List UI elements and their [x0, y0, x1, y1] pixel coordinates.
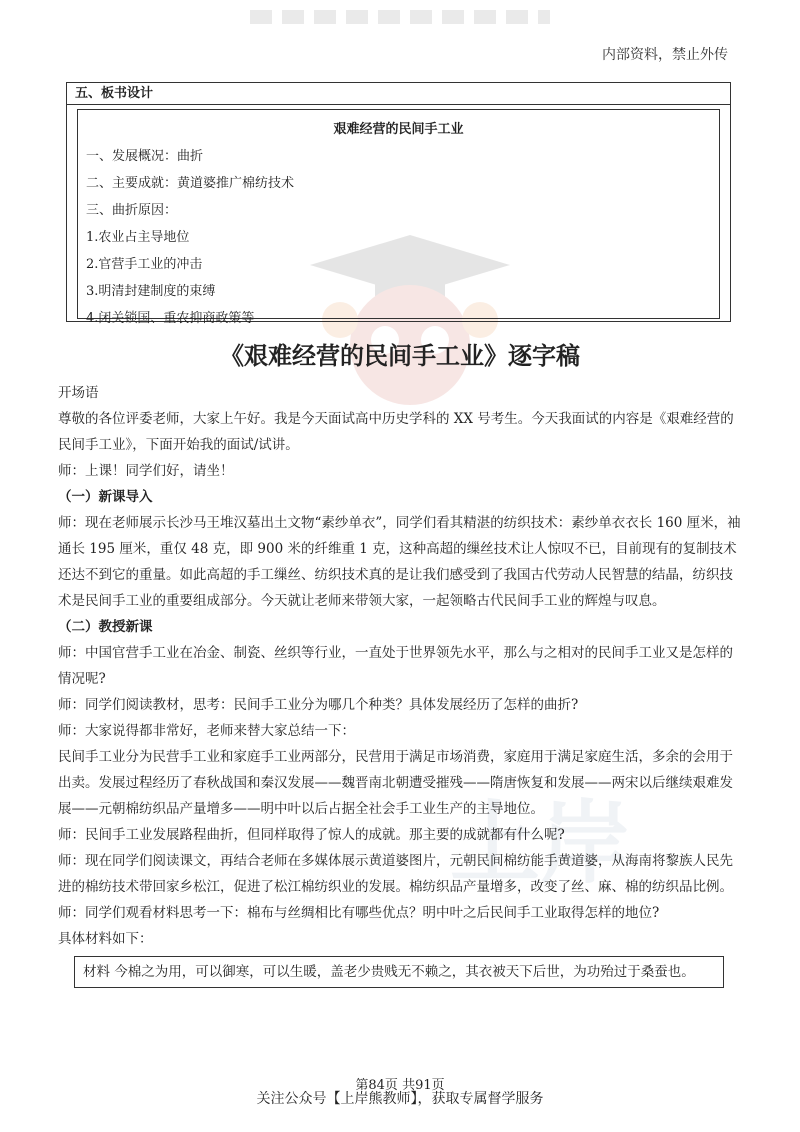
board-line: 3.明清封建制度的束缚: [86, 284, 216, 299]
page-title: 《艰难经营的民间手工业》逐字稿: [220, 342, 580, 370]
board-title: 艰难经营的民间手工业: [333, 122, 464, 137]
board-line: 二、主要成就：黄道婆推广棉纺技术: [86, 176, 295, 191]
footer-promo: 关注公众号【上岸熊教师】，获取专属督学服务: [256, 1091, 544, 1107]
opening-label: 开场语: [58, 385, 99, 401]
section-heading-teaching: （二）教授新课: [58, 619, 153, 635]
board-design-box: [66, 82, 731, 326]
board-line: 1.农业占主导地位: [86, 230, 190, 245]
teaching-paragraph: 师：中国官营手工业在冶金、制瓷、丝织等行业，一直处于世界领先水平，那么与之相对的民间手工业又是怎样的情况呢?: [58, 645, 733, 687]
teaching-paragraph: 民间手工业分为民营手工业和家庭手工业两部分，民营用于满足市场消费，家庭用于满足家庭生活，多余的会用于出卖。发展过程经历了春秋战国和秦汉发展——魏晋南北朝遭受摧残——隋唐恢复和发展——两宋以后继续艰难发展——元朝棉纺织品产量增多——明中叶以后占据全社会手工业生产的主导地位。: [58, 749, 733, 817]
board-line: 一、发展概况：曲折: [86, 149, 204, 164]
board-line: 4.闭关锁国、重农抑商政策等: [86, 311, 255, 326]
board-section-heading: 五、板书设计: [67, 83, 730, 105]
section-heading-intro: （一）新课导入: [58, 489, 153, 505]
internal-note: 内部资料，禁止外传: [602, 47, 728, 63]
material-intro: 具体材料如下：: [58, 931, 153, 947]
intro-paragraph: 师：现在老师展示长沙马王堆汉墓出土文物“素纱单衣”，同学们看其精湛的纺织技术：素纱单衣衣长 160 厘米，袖通长 195 厘米，重仅 48 克，即 900 米的纤维重 1 克，这种高超的缫丝技术让人惊叹不已，目前现有的复制技术还达不到它的重量。如此高超的手工缫丝、纺织技术真的是让我们感受到了我国古代劳动人民智慧的结晶，纺织技术是民间手工业的重要组成部分。今天就让老师来带领大家，一起领略古代民间手工业的辉煌与叹息。: [58, 515, 741, 609]
greeting-line: 师：上课！同学们好，请坐！: [58, 463, 234, 479]
teaching-paragraph: 师：民间手工业发展路程曲折，但同样取得了惊人的成就。那主要的成就都有什么呢?: [58, 827, 565, 843]
teaching-paragraph: 师：现在同学们阅读课文，再结合老师在多媒体展示黄道婆图片，元朝民间棉纺能手黄道婆，从海南将黎族人民先进的棉纺技术带回家乡松江，促进了松江棉纺织业的发展。棉纺织品产量增多，改变了丝、麻、棉的纺织品比例。: [58, 853, 733, 895]
teaching-paragraph: 师：大家说得都非常好，老师来替大家总结一下：: [58, 723, 355, 739]
opening-paragraph: 尊敬的各位评委老师，大家上午好。我是今天面试高中历史学科的 XX 号考生。今天我面试的内容是《艰难经营的民间手工业》，下面开始我的面试/试讲。: [58, 411, 734, 453]
page-number: 第84页 共91页: [355, 1078, 445, 1093]
board-line: 2.官营手工业的冲击: [86, 257, 203, 272]
teaching-paragraph: 师：同学们阅读教材，思考：民间手工业分为哪几个种类？具体发展经历了怎样的曲折?: [58, 697, 579, 713]
teaching-paragraph: 师：同学们观看材料思考一下：棉布与丝绸相比有哪些优点？明中叶之后民间手工业取得怎样的地位?: [58, 905, 660, 921]
material-box: 材料 今棉之为用，可以御寒，可以生暖，盖老少贵贱无不赖之，其衣被天下后世，为功殆过于桑蚕也。: [74, 956, 724, 988]
board-inner-frame: [77, 109, 720, 326]
board-line: 三、曲折原因：: [86, 203, 178, 218]
watermark-text: 上岸: [450, 791, 630, 896]
transcript-body: [58, 380, 746, 988]
header-faded-strip: [250, 10, 550, 24]
